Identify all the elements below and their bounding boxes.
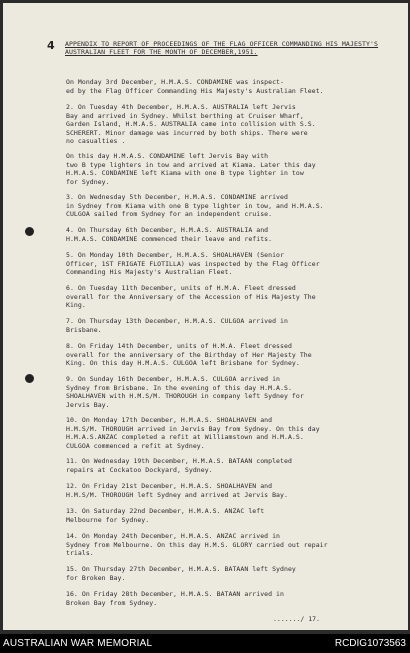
paragraph: 15. On Thursday 27th December, H.M.A.S. BATAAN left Sydney for Broken Bay. xyxy=(66,565,296,582)
document-page xyxy=(3,3,408,630)
paragraph: 11. On Wednesday 19th December, H.M.A.S. BATAAN completed repairs at Cockatoo Dockyard, Sydney. xyxy=(66,457,292,474)
archive-footer-bar xyxy=(0,634,410,653)
paragraph: 12. On Friday 21st December, H.M.A.S. SHOALHAVEN and H.M.S/M. THOROUGH left Sydney and arrived at Jervis Bay. xyxy=(66,482,288,499)
paragraph: 3. On Wednesday 5th December, H.M.A.S. CONDAMINE arrived in Sydney from Kiama with one B type lighter in tow, and H.M.A.S. CULGOA sailed from Sydney for an independent cruise. xyxy=(66,193,324,218)
paragraph: 9. On Sunday 16th December, H.M.A.S. CULGOA arrived in Sydney from Brisbane. In the evening of this day H.M.A.S. SHOALHAVEN with H.M.S/M. THOROUGH in company left Sydney for Jervis Bay. xyxy=(66,375,304,409)
archive-name: AUSTRALIAN WAR MEMORIAL xyxy=(3,638,153,649)
paragraph: 14. On Monday 24th December, H.M.A.S. ANZAC arrived in Sydney from Melbourne. On this day H.M.S. GLORY carried out repair trials. xyxy=(66,532,328,557)
paragraph: 2. On Tuesday 4th December, H.M.A.S. AUSTRALIA left Jervis Bay and arrived in Sydney. Whilst berthing at Cruiser Wharf, Garden Island, H.M.A.S. AUSTRALIA came into collision with S.S. SCHERERT. Minor damage was incurred by both ships. There were no casualties . xyxy=(66,103,316,145)
paragraph: 7. On Thursday 13th December, H.M.A.S. CULGOA arrived in Brisbane. xyxy=(66,317,288,334)
paragraph: On Monday 3rd December, H.M.A.S. CONDAMINE was inspect- ed by the Flag Officer Commanding His Majesty's Australian Fleet. xyxy=(66,78,324,95)
handwritten-mark: 4 xyxy=(47,39,55,52)
paragraph: On this day H.M.A.S. CONDAMINE left Jervis Bay with two B type lighters in tow and arrived at Kiama. Later this day H.M.A.S. CONDAMINE left Kiama with one B type lighter in tow for Sydney. xyxy=(66,152,316,186)
punch-hole xyxy=(25,374,34,383)
paragraph: 6. On Tuesday 11th December, units of H.M.A. Fleet dressed overall for the Anniversary of the Accession of His Majesty The King. xyxy=(66,284,316,309)
record-id: RCDIG1073563 xyxy=(334,638,406,649)
paragraph: 13. On Saturday 22nd December, H.M.A.S. ANZAC left Melbourne for Sydney. xyxy=(66,507,265,524)
paragraph: 8. On Friday 14th December, units of H.M.A. Fleet dressed overall for the anniversary of the Birthday of Her Majesty The King. On this day H.M.A.S. CULGOA left Brisbane for Sydney. xyxy=(66,342,312,367)
paragraph: 10. On Monday 17th December, H.M.A.S. SHOALHAVEN and H.M.S/M. THOROUGH arrived in Jervis Bay from Sydney. On this day H.M.A.S.ANZAC completed a refit at Williamstown and H.M.A.S. CULGOA commenced a refit at Sydney. xyxy=(66,416,320,450)
document-title: APPENDIX TO REPORT OF PROCEEDINGS OF THE FLAG OFFICER COMMANDING HIS MAJESTY'S AUSTRALIAN FLEET FOR THE MONTH OF DECEMBER,1951. xyxy=(65,40,379,56)
continuation-note: ......./ 17. xyxy=(273,615,320,623)
punch-hole xyxy=(25,227,34,236)
paragraph: 16. On Friday 28th December, H.M.A.S. BATAAN arrived in Broken Bay from Sydney. xyxy=(66,590,284,607)
paragraph: 5. On Monday 10th December, H.M.A.S. SHOALHAVEN (Senior Officer, 1ST FRIGATE FLOTILLA) was inspected by the Flag Officer Commanding His Majesty's Australian Fleet. xyxy=(66,251,320,276)
paragraph: 4. On Thursday 6th December, H.M.A.S. AUSTRALIA and H.M.A.S. CONDAMINE commenced their leave and refits. xyxy=(66,226,273,243)
